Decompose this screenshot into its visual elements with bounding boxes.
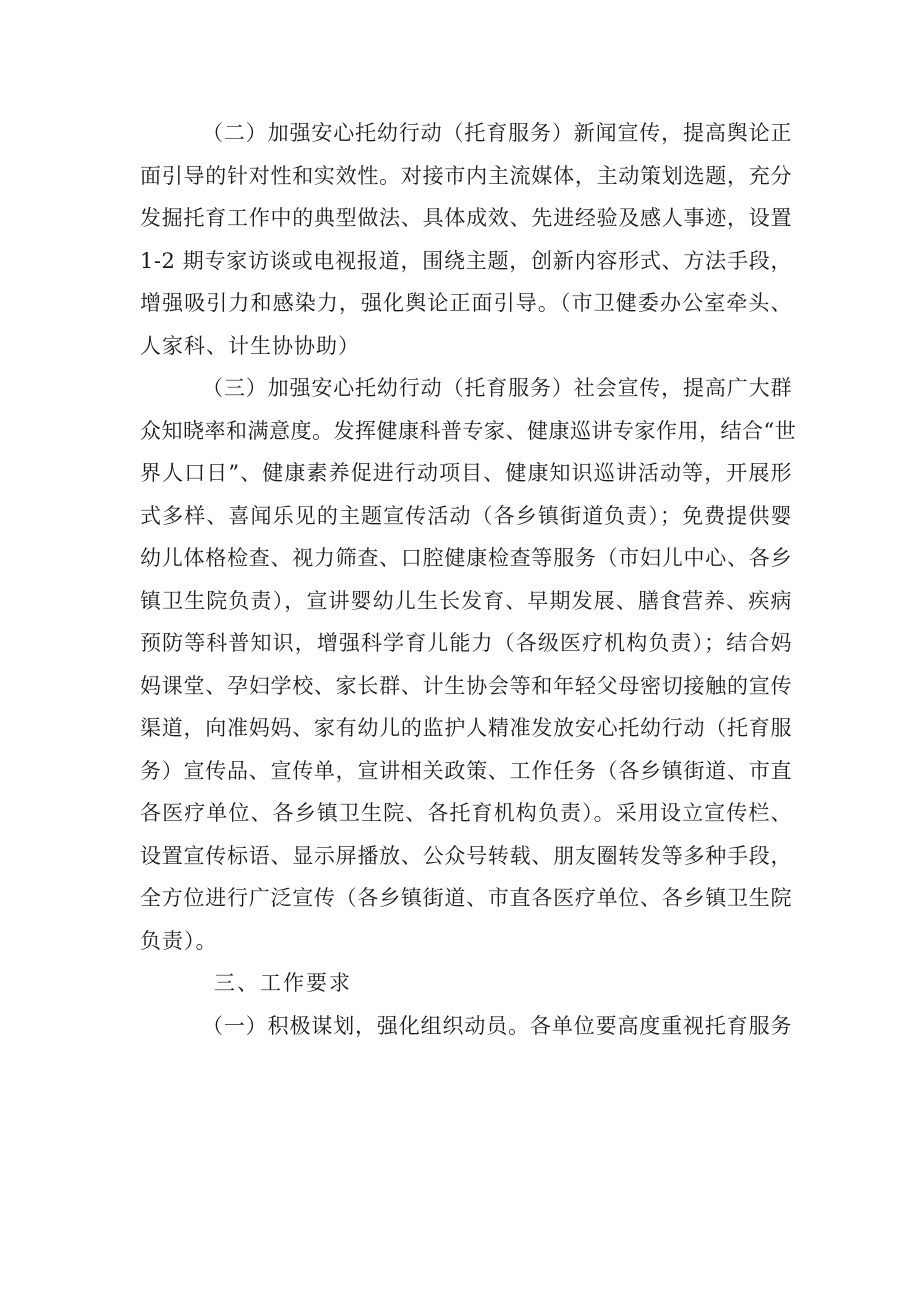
paragraph-3 (140, 367, 797, 962)
text-line: 1-2 期专家访谈或电视报道，围绕主题，创新内容形式、方法手段， (140, 248, 792, 273)
text-line: （三）加强安心托幼行动（托育服务）社会宣传，提高广大群 (202, 376, 792, 400)
text-line: 镇卫生院负责），宣讲婴幼儿生长发育、早期发展、膳食营养、疾病 (140, 588, 792, 613)
text-line: 妈课堂、孕妇学校、家长群、计生协会等和年轻父母密切接触的宣传 (140, 673, 792, 698)
text-line: 全方位进行广泛宣传（各乡镇街道、市直各医疗单位、各乡镇卫生院 (140, 886, 792, 910)
text-line: 负责）。 (140, 928, 218, 953)
text-line: 式多样、喜闻乐见的主题宣传活动（各乡镇街道负责）；免费提供婴 (140, 503, 792, 528)
text-line: 渠道，向准妈妈、家有幼儿的监护人精准发放安心托幼行动（托育服 (140, 716, 792, 740)
text-line: 界人口日”、健康素养促进行动项目、健康知识巡讲活动等，开展形 (140, 461, 792, 485)
text-line: 设置宣传标语、显示屏播放、公众号转载、朋友圈转发等多种手段， (140, 843, 792, 868)
text-line: 面引导的针对性和实效性。对接市内主流媒体，主动策划选题，充分 (140, 163, 792, 188)
section-heading: 三、工作要求 (214, 971, 352, 995)
text-line: 发掘托育工作中的典型做法、具体成效、先进经验及感人事迹，设置 (140, 206, 792, 230)
text-line: （二）加强安心托幼行动（托育服务）新闻宣传，提高舆论正 (202, 121, 792, 145)
text-line: 预防等科普知识，增强科学育儿能力（各级医疗机构负责）；结合妈 (140, 631, 792, 655)
text-line: 人家科、计生协协助） (140, 333, 360, 358)
text-line: 幼儿体格检查、视力筛查、口腔健康检查等服务（市妇儿中心、各乡 (140, 546, 792, 570)
text-line: 各医疗单位、各乡镇卫生院、各托育机构负责）。采用设立宣传栏、 (140, 801, 792, 825)
paragraph-next (140, 1005, 792, 1048)
paragraph-2 (140, 112, 792, 367)
text-line: （一）积极谋划，强化组织动员。各单位要高度重视托育服务 (202, 1013, 792, 1038)
text-line: 务）宣传品、宣传单，宣讲相关政策、工作任务（各乡镇街道、市直 (140, 758, 792, 783)
document-body (140, 112, 797, 1047)
text-line: 众知晓率和满意度。发挥健康科普专家、健康巡讲专家作用，结合“世 (140, 418, 797, 443)
text-line: 增强吸引力和感染力，强化舆论正面引导。（市卫健委办公室牵头、 (140, 291, 792, 315)
